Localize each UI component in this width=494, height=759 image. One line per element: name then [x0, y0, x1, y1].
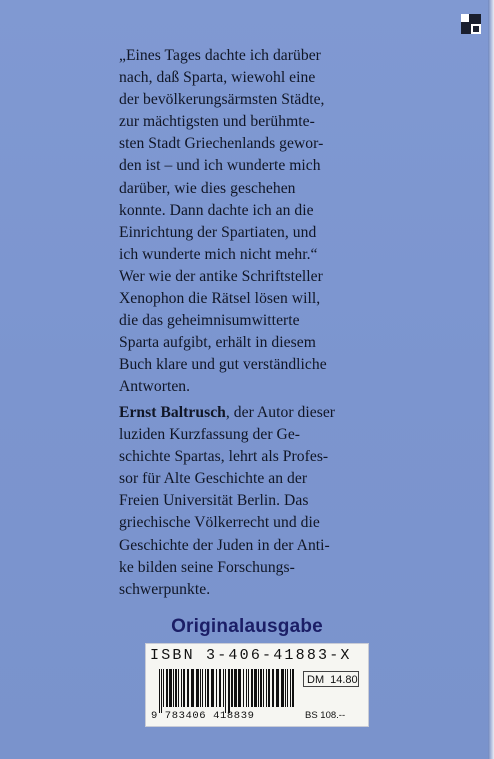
- edition-label: Originalausgabe: [171, 616, 323, 637]
- quote-line: ich wunderte mich nicht mehr.“: [119, 245, 318, 263]
- author-line: Freien Universität Berlin. Das: [119, 492, 309, 510]
- quote-paragraph: [119, 45, 381, 399]
- quote-line: konnte. Dann dachte ich an die: [119, 201, 314, 219]
- publisher-logo-icon: [461, 14, 481, 34]
- price-sticker: [145, 643, 369, 727]
- quote-line: der bevölkerungsärmsten Städte,: [119, 91, 325, 109]
- author-line: , der Autor dieser: [225, 404, 336, 421]
- author-line: Geschichte der Juden in der Anti-: [119, 536, 330, 554]
- author-first-line: [119, 402, 381, 424]
- author-line: schwerpunkte.: [119, 580, 211, 598]
- blurb-line: die das geheimnisumwitterte: [119, 312, 300, 330]
- price-value: 14.80: [330, 674, 358, 686]
- author-line: ke bilden seine Forschungs-: [119, 558, 295, 576]
- author-name: Ernst Baltrusch: [119, 404, 226, 421]
- cover-edge: [488, 0, 494, 759]
- isbn-number: ISBN 3-406-41883-X: [150, 647, 352, 664]
- quote-line: zur mächtigsten und berühmte-: [119, 113, 315, 131]
- blurb-line: Antworten.: [119, 378, 191, 396]
- quote-line: darüber, wie dies geschehen: [119, 179, 296, 197]
- catalog-code: BS 108.--: [305, 710, 346, 721]
- author-line: luziden Kurzfassung der Ge-: [119, 426, 301, 444]
- author-line: schichte Spartas, lehrt als Profes-: [119, 448, 329, 466]
- author-paragraph: [119, 402, 381, 601]
- quote-line: den ist – und ich wunderte mich: [119, 157, 321, 175]
- barcode: [158, 669, 298, 713]
- author-line: griechische Völkerrecht und die: [119, 514, 320, 532]
- blurb-line: Wer wie der antike Schriftsteller: [119, 267, 323, 285]
- quote-line: Einrichtung der Spartiaten, und: [119, 223, 317, 241]
- blurb-line: Buch klare und gut verständliche: [119, 356, 327, 374]
- ean-number: 9 783406 418839: [151, 710, 255, 722]
- author-line: sor für Alte Geschichte an der: [119, 470, 308, 488]
- currency-label: DM: [307, 674, 325, 686]
- blurb-line: Xenophon die Rätsel lösen will,: [119, 290, 321, 308]
- blurb-line: Sparta aufgibt, erhält in diesem: [119, 334, 316, 352]
- quote-line: „Eines Tages dachte ich darüber: [119, 47, 321, 64]
- quote-line: nach, daß Sparta, wiewohl eine: [119, 69, 316, 87]
- price-box: [303, 671, 359, 687]
- quote-line: sten Stadt Griechenlands gewor-: [119, 135, 324, 153]
